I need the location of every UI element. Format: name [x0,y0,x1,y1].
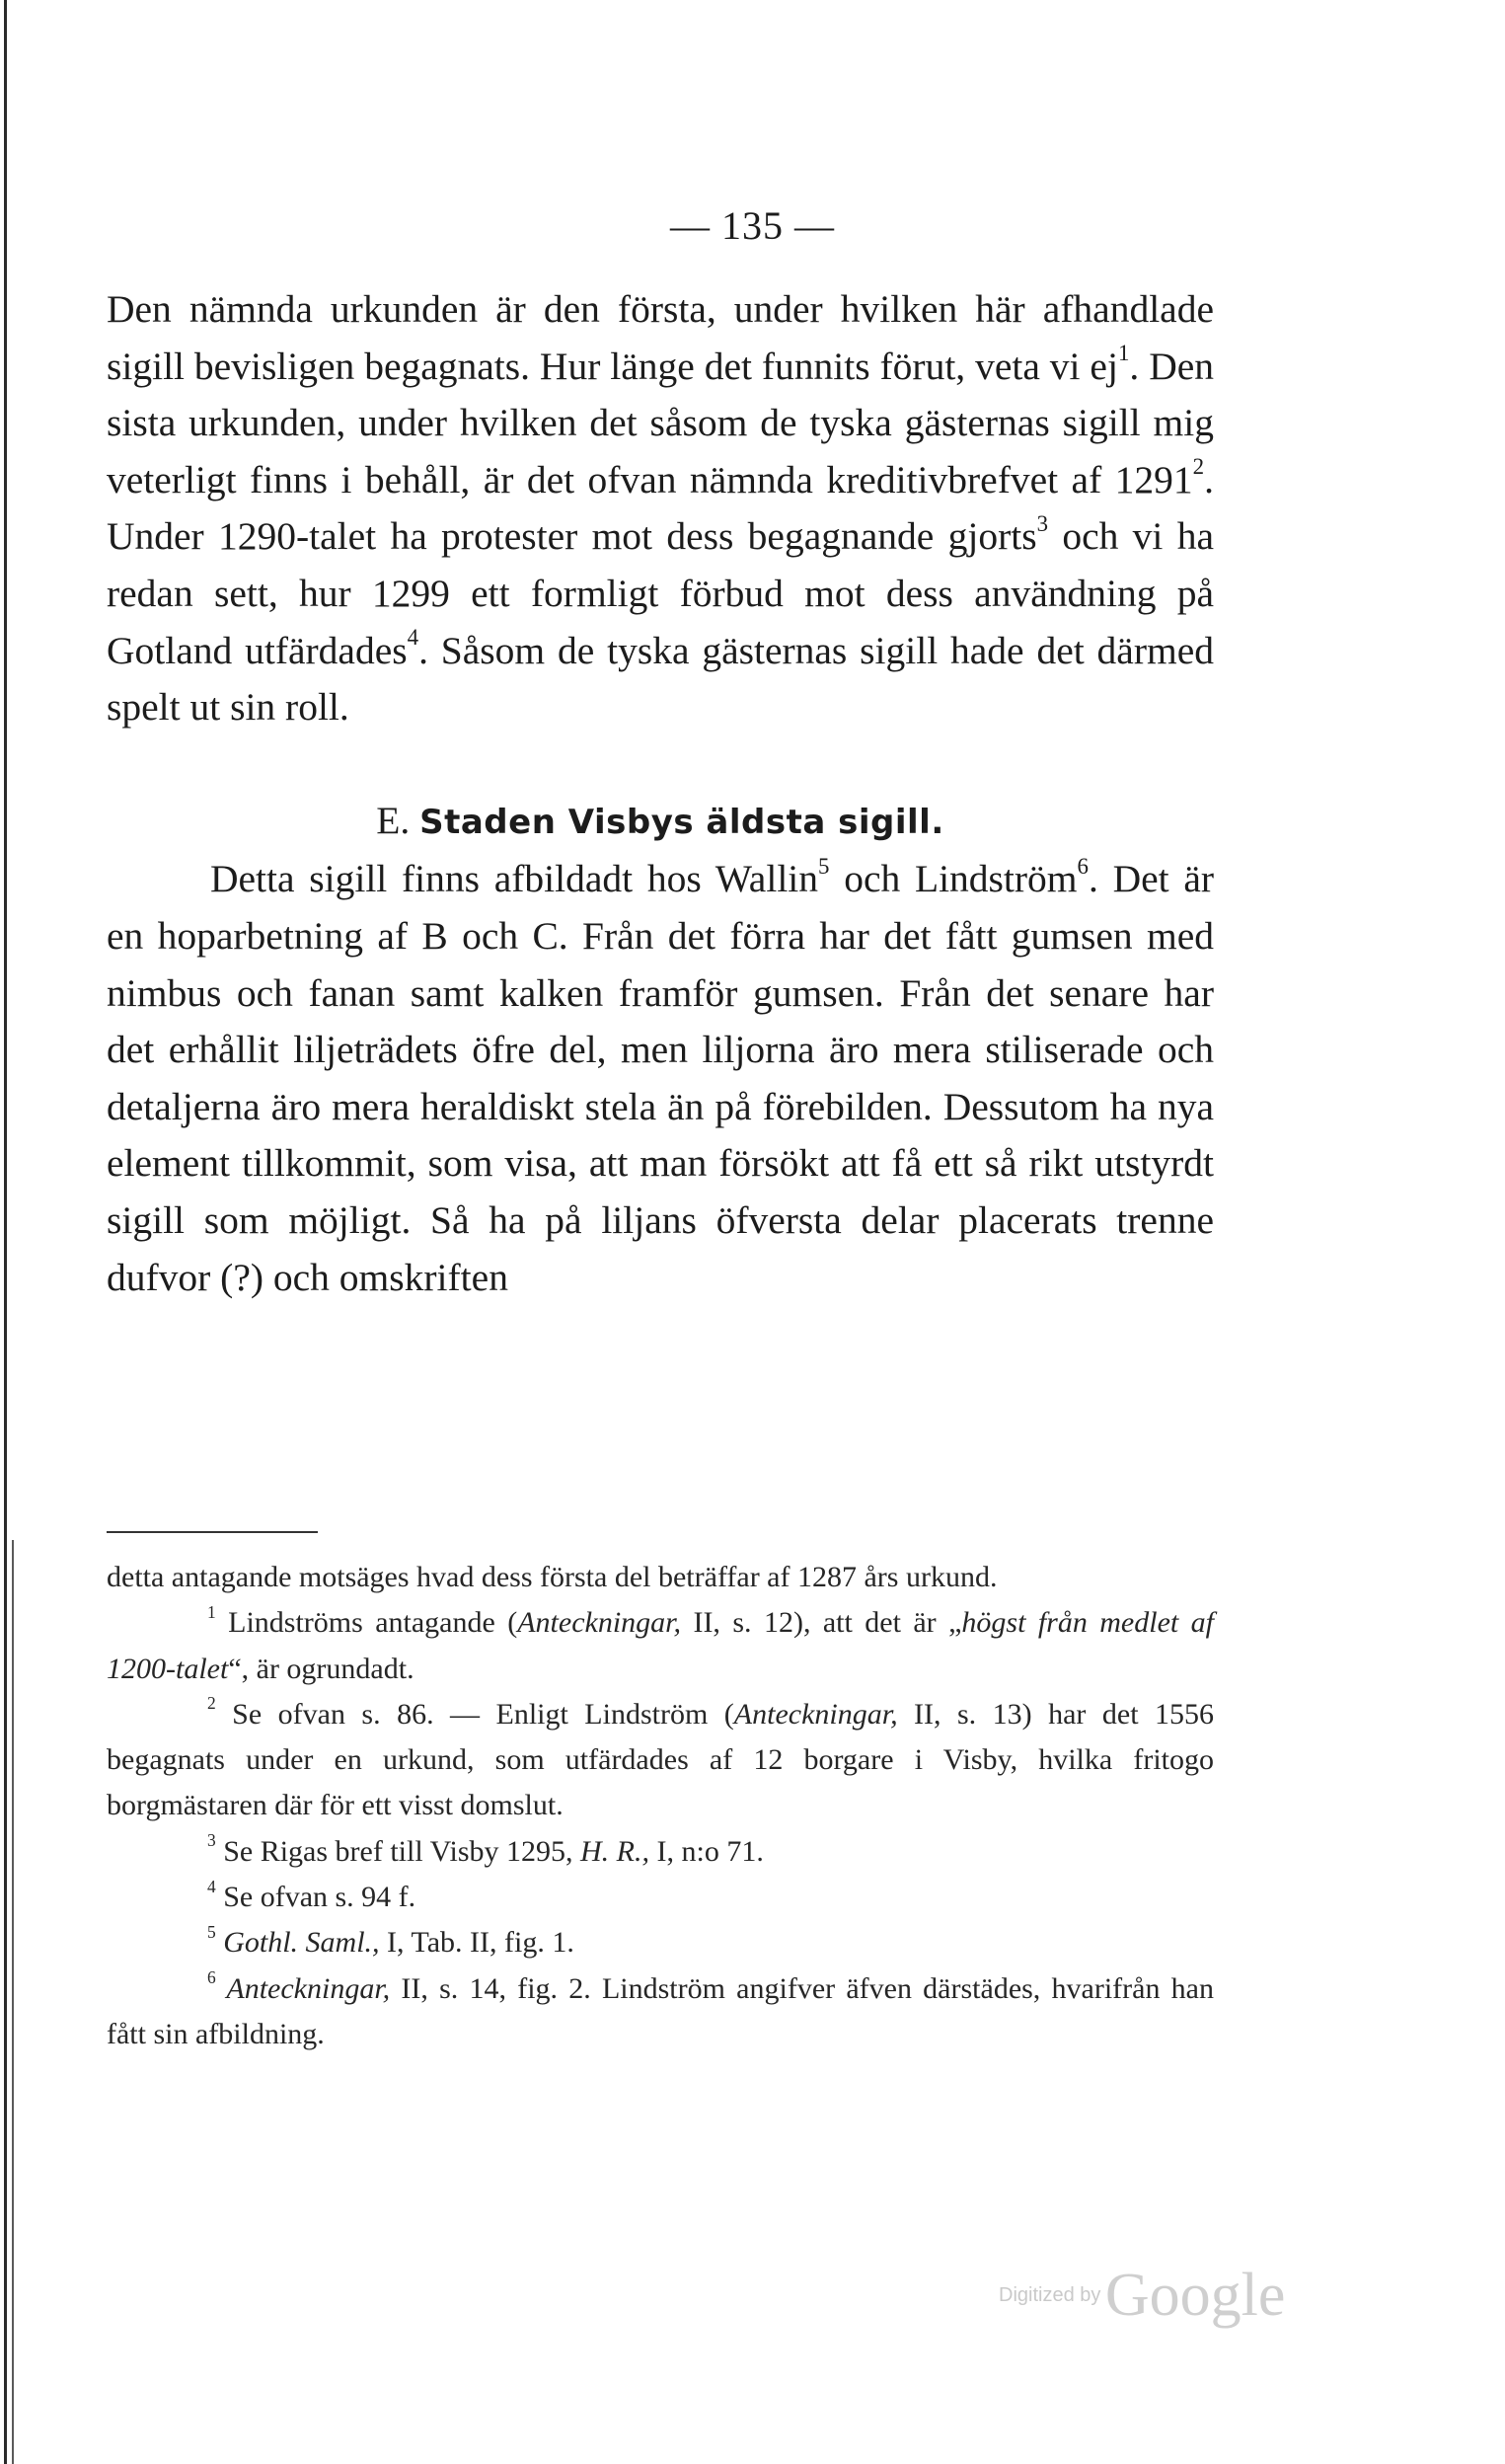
footnote-citation: Anteckningar, [215,1971,391,2005]
footnote-text: Se Rigas bref till Visby 1295, [215,1834,581,1868]
scan-edge-line-secondary [12,1540,14,2464]
footnote-text: Lindströms antagande ( [215,1606,518,1640]
paragraph-2-text: och Lindström [829,857,1078,901]
footnote-text: II, s. 13) har det 1556 begagnats under en urkund, som utfärdades af 12 borgare i Visby, hvilka fritogo borgmästaren där för ett visst domslut. [107,1697,1215,1822]
footnote-citation: Gothl. Saml., [215,1926,380,1960]
section-title: Staden Visbys äldsta sigill. [419,802,944,842]
footnote-quote: högst från medlet af 1200-talet [107,1606,1214,1685]
watermark-prefix: Digitized by [999,2284,1101,2306]
page-number: — 135 — [670,203,835,248]
footnote-text: I, Tab. II, fig. 1. [379,1926,574,1960]
footnote-citation: Anteckningar, [517,1606,682,1640]
footnote-mark: 3 [207,1830,216,1851]
footnote-ref-6: 6 [1077,853,1089,879]
footnote-citation: H. R., [580,1834,650,1868]
footnote-4 [107,1875,1214,1920]
footnote-mark: 5 [207,1921,216,1942]
footnote-text: II, s. 14, fig. 2. Lindström angifver äfven därstädes, hvarifrån han fått sin afbildning. [107,1971,1214,2050]
footnote-citation: Anteckningar, [733,1697,898,1731]
section-heading [107,793,1214,852]
paragraph-1-text: . Under 1290-talet ha protester mot dess begagnande gjorts [107,457,1214,559]
scan-edge-line [4,0,7,2464]
paragraph-2-text: . Det är en hoparbetning af B och C. Från det förra har det fått gumsen med nimbus och fanan samt kalken framför gumsen. Från det senare har det erhållit liljeträdets öfre del, men liljorna äro mera stiliserade och detaljerna äro mera heraldiskt stela än på förebilden. Dessutom ha nya element tillkommit, som visa, att man försökt att få ett så rikt utstyrdt sigill som möjligt. Så ha på liljans öfversta delar placerats trenne dufvor (?) och omskriften [107,857,1215,1299]
footnote-ref-1: 1 [1117,340,1130,365]
paragraph-1-text: och vi ha redan sett, hur 1299 ett formligt förbud mot dess användning på Gotland utfärdades [107,514,1214,672]
footnote-3 [107,1829,1214,1875]
footnote-text: Se ofvan s. 94 f. [215,1881,416,1914]
paragraph-1-text: . Såsom de tyska gästernas sigill hade det därmed spelt ut sin roll. [107,628,1214,730]
section-letter: E. [376,798,411,842]
footnote-text: Se ofvan s. 86. — Enligt Lindström ( [215,1697,734,1731]
footnote-1 [107,1600,1214,1692]
digitized-watermark [999,2261,1285,2331]
footnote-continuation: detta antagande motsäges hvad dess första del beträffar af 1287 års urkund. [107,1561,998,1593]
footnote-5 [107,1920,1214,1965]
footnote-mark: 2 [207,1693,216,1714]
footnote-2 [107,1692,1214,1829]
footnote-mark: 1 [207,1601,216,1622]
footnote-mark: 4 [207,1876,216,1896]
main-text [107,281,1214,1306]
paragraph-1-text: . Den sista urkunden, under hvilken det såsom de tyska gästernas sigill mig veterligt finns i behåll, är det ofvan nämnda kreditivbrefvet af 1291 [107,344,1215,501]
footnote-text: II, s. 12), att det är „ [681,1606,962,1640]
footnote-ref-4: 4 [407,624,419,650]
footnote-ref-5: 5 [818,853,830,879]
footnote-mark: 6 [207,1967,216,1988]
footnote-6 [107,1966,1214,2058]
footnote-text: I, n:o 71. [649,1834,764,1868]
footnote-text: “, är ogrundadt. [228,1652,414,1685]
paragraph-1 [107,281,1214,736]
paragraph-1-text: Den nämnda urkunden är den första, under hvilken här afhandlade sigill bevisligen begagnats. Hur länge det funnits förut, veta vi ej [107,287,1214,388]
google-logo: Google [1104,2262,1286,2329]
paragraph-2-text: Detta sigill finns afbildadt hos Wallin [210,857,819,901]
footnotes [107,1555,1214,2057]
footnote-separator [107,1531,318,1533]
footnote-ref-3: 3 [1036,510,1049,536]
footnote-ref-2: 2 [1192,454,1205,480]
paragraph-2 [107,851,1214,1306]
